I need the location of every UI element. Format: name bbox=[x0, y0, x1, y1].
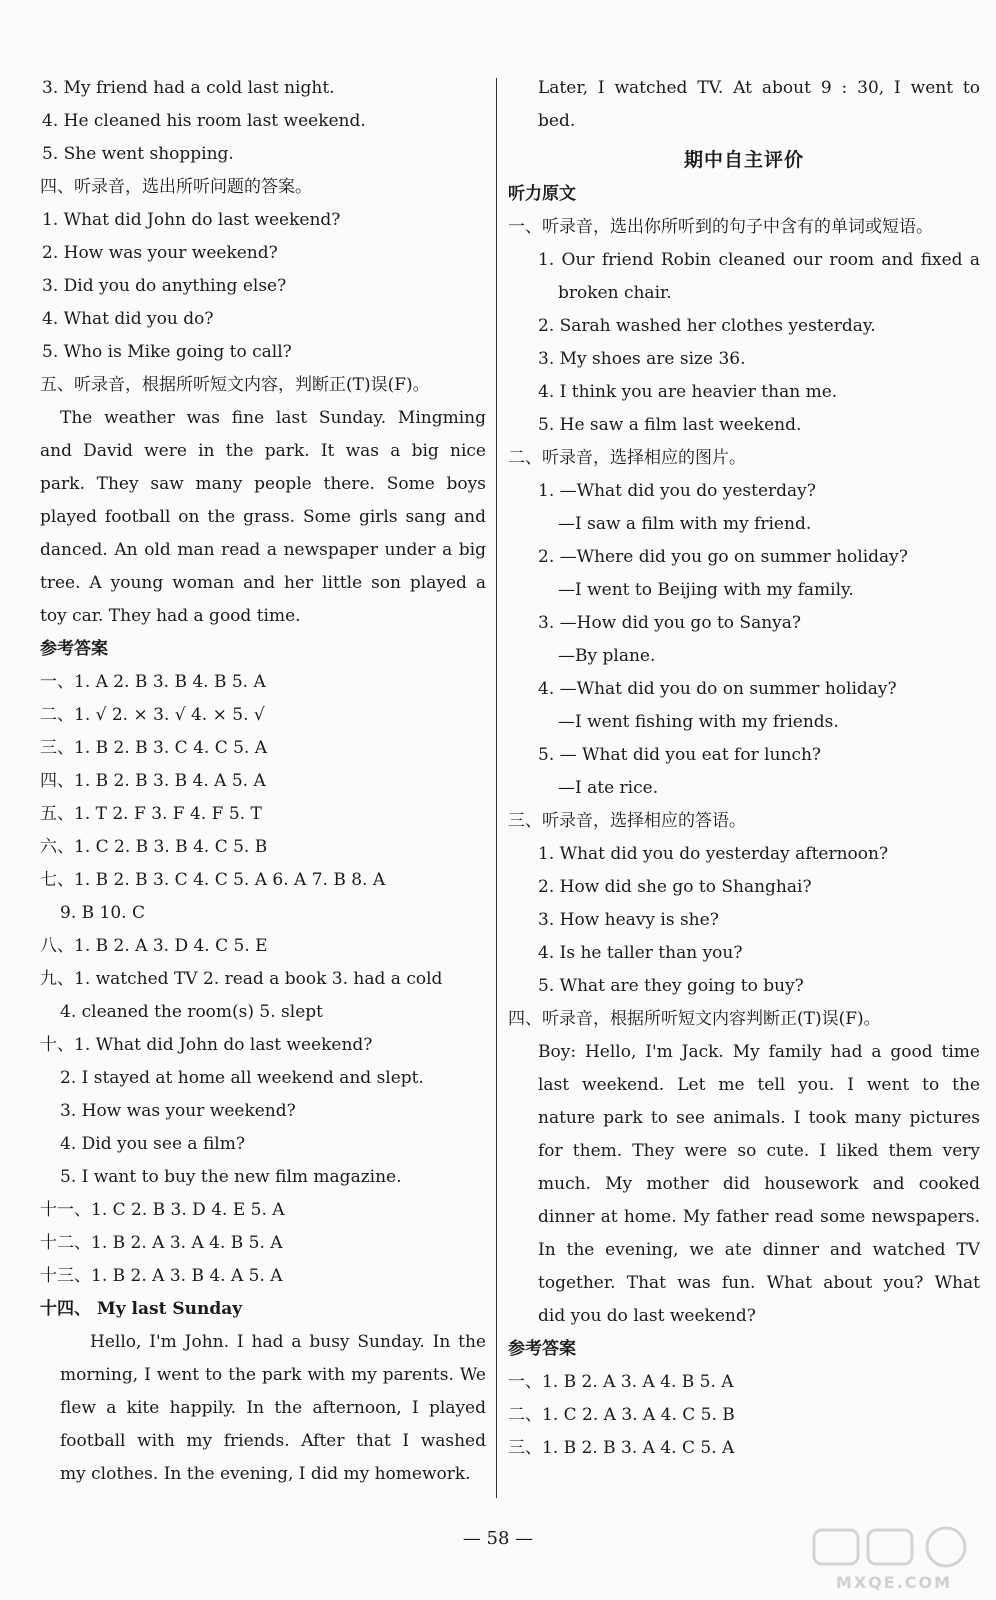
left-text-line: 六、1. C 2. B 3. B 4. C 5. B bbox=[40, 837, 268, 857]
left-text-line: park. They saw many people there. Some boys bbox=[40, 474, 486, 494]
right-text-line: Boy: Hello, I'm Jack. My family had a good time bbox=[538, 1042, 980, 1062]
right-text-line: 2. Sarah washed her clothes yesterday. bbox=[538, 316, 876, 336]
right-text-line: for them. They were so cute. I liked them very bbox=[538, 1141, 980, 1161]
right-text-line: 听力原文 bbox=[508, 184, 576, 204]
right-text-line: 参考答案 bbox=[508, 1339, 576, 1359]
right-text-line: 3. —How did you go to Sanya? bbox=[538, 613, 802, 633]
right-text-line: 一、听录音，选出你所听到的句子中含有的单词或短语。 bbox=[508, 217, 933, 237]
left-text-line: 9. B 10. C bbox=[60, 903, 145, 923]
left-text-line: 四、听录音，选出所听问题的答案。 bbox=[40, 177, 312, 197]
left-text-line: 4. Did you see a film? bbox=[60, 1134, 245, 1154]
left-text-line: 5. Who is Mike going to call? bbox=[42, 342, 292, 362]
left-text-line: 九、1. watched TV 2. read a book 3. had a cold bbox=[40, 969, 443, 989]
left-text-line: 十二、1. B 2. A 3. A 4. B 5. A bbox=[40, 1233, 283, 1253]
right-text-line: dinner at home. My father read some newspapers. bbox=[538, 1207, 980, 1227]
right-text-line: 5. He saw a film last weekend. bbox=[538, 415, 802, 435]
left-text-line: 5. She went shopping. bbox=[42, 144, 234, 164]
left-text-line: 八、1. B 2. A 3. D 4. C 5. E bbox=[40, 936, 268, 956]
column-divider bbox=[496, 78, 497, 1498]
right-text-line: broken chair. bbox=[558, 283, 672, 303]
right-text-line: 三、1. B 2. B 3. A 4. C 5. A bbox=[508, 1438, 735, 1458]
right-text-line: 1. Our friend Robin cleaned our room and fixed a bbox=[538, 250, 980, 270]
right-text-line: —I saw a film with my friend. bbox=[558, 514, 812, 534]
left-text-line: played football on the grass. Some girls sang and bbox=[40, 507, 486, 527]
left-text-line: danced. An old man read a newspaper under a big bbox=[40, 540, 486, 560]
right-text-line: much. My mother did housework and cooked bbox=[538, 1174, 980, 1194]
right-text-line: 3. My shoes are size 36. bbox=[538, 349, 746, 369]
right-text-line: together. That was fun. What about you? What bbox=[538, 1273, 980, 1293]
left-text-line: 4. What did you do? bbox=[42, 309, 214, 329]
left-text-line: 3. How was your weekend? bbox=[60, 1101, 296, 1121]
left-text-line: and David were in the park. It was a big nice bbox=[40, 441, 486, 461]
left-text-line: 二、1. √ 2. × 3. √ 4. × 5. √ bbox=[40, 705, 265, 725]
right-text-line: 4. —What did you do on summer holiday? bbox=[538, 679, 897, 699]
left-text-line: toy car. They had a good time. bbox=[40, 606, 301, 626]
right-text-line: 1. —What did you do yesterday? bbox=[538, 481, 816, 501]
right-text-line: did you do last weekend? bbox=[538, 1306, 756, 1326]
left-text-line: The weather was fine last Sunday. Mingming bbox=[60, 408, 486, 428]
right-text-line: 一、1. B 2. A 3. A 4. B 5. A bbox=[508, 1372, 734, 1392]
right-text-line: 5. What are they going to buy? bbox=[538, 976, 804, 996]
left-text-line: 一、1. A 2. B 3. B 4. B 5. A bbox=[40, 672, 266, 692]
right-text-line: —I ate rice. bbox=[558, 778, 659, 798]
left-text-line: Hello, I'm John. I had a busy Sunday. In the bbox=[90, 1332, 486, 1352]
left-text-line: football with my friends. After that I washed bbox=[60, 1431, 486, 1451]
left-text-line: 1. What did John do last weekend? bbox=[42, 210, 341, 230]
left-text-line: 参考答案 bbox=[40, 639, 108, 659]
right-text-line: In the evening, we ate dinner and watched TV bbox=[538, 1240, 980, 1260]
left-text-line: 3. My friend had a cold last night. bbox=[42, 78, 335, 98]
left-text-line: flew a kite happily. In the afternoon, I played bbox=[60, 1398, 486, 1418]
left-text-line: 2. I stayed at home all weekend and slept. bbox=[60, 1068, 424, 1088]
right-text-line: last weekend. Let me tell you. I went to the bbox=[538, 1075, 980, 1095]
right-text-line: —By plane. bbox=[558, 646, 656, 666]
left-text-line: tree. A young woman and her little son played a bbox=[40, 573, 486, 593]
right-text-line: 4. Is he taller than you? bbox=[538, 943, 743, 963]
left-text-line: 2. How was your weekend? bbox=[42, 243, 278, 263]
watermark-logo bbox=[808, 1524, 980, 1594]
right-text-line: 1. What did you do yesterday afternoon? bbox=[538, 844, 889, 864]
left-text-line: 七、1. B 2. B 3. C 4. C 5. A 6. A 7. B 8. A bbox=[40, 870, 386, 890]
right-text-line: 三、听录音，选择相应的答语。 bbox=[508, 811, 746, 831]
left-text-line: 3. Did you do anything else? bbox=[42, 276, 287, 296]
left-text-line: 十三、1. B 2. A 3. B 4. A 5. A bbox=[40, 1266, 283, 1286]
right-text-line: 2. —Where did you go on summer holiday? bbox=[538, 547, 908, 567]
left-text-line: 5. I want to buy the new film magazine. bbox=[60, 1167, 402, 1187]
right-text-line: —I went to Beijing with my family. bbox=[558, 580, 854, 600]
left-text-line: 三、1. B 2. B 3. C 4. C 5. A bbox=[40, 738, 268, 758]
right-text-line: 4. I think you are heavier than me. bbox=[538, 382, 838, 402]
right-text-line: 期中自主评价 bbox=[683, 149, 804, 171]
right-text-line: nature park to see animals. I took many pictures bbox=[538, 1108, 980, 1128]
right-text-line: —I went fishing with my friends. bbox=[558, 712, 839, 732]
right-text-line: 二、听录音，选择相应的图片。 bbox=[508, 448, 746, 468]
left-text-line: 四、1. B 2. B 3. B 4. A 5. A bbox=[40, 771, 266, 791]
left-text-line: 五、1. T 2. F 3. F 4. F 5. T bbox=[40, 804, 262, 824]
right-text-line: 四、听录音，根据所听短文内容判断正(T)误(F)。 bbox=[508, 1009, 881, 1029]
left-text-line: 五、听录音，根据所听短文内容，判断正(T)误(F)。 bbox=[40, 375, 430, 395]
left-text-line: 十一、1. C 2. B 3. D 4. E 5. A bbox=[40, 1200, 285, 1220]
right-text-line: 3. How heavy is she? bbox=[538, 910, 719, 930]
left-column bbox=[40, 72, 486, 1491]
right-text-line: 二、1. C 2. A 3. A 4. C 5. B bbox=[508, 1405, 735, 1425]
page-number: — 58 — bbox=[462, 1528, 534, 1549]
right-text-line: Later, I watched TV. At about 9 : 30, I went to bbox=[538, 78, 980, 98]
svg-text:MXQE.COM: MXQE.COM bbox=[835, 1573, 953, 1592]
left-text-line: 4. He cleaned his room last weekend. bbox=[42, 111, 366, 131]
right-text-line: 5. — What did you eat for lunch? bbox=[538, 745, 822, 765]
left-text-line: my clothes. In the evening, I did my homework. bbox=[60, 1464, 471, 1484]
left-text-line: 十四、 My last Sunday bbox=[40, 1299, 243, 1319]
right-column bbox=[508, 72, 980, 1465]
right-text-line: bed. bbox=[538, 111, 576, 131]
left-text-line: morning, I went to the park with my parents. We bbox=[60, 1365, 486, 1385]
right-text-line: 2. How did she go to Shanghai? bbox=[538, 877, 812, 897]
left-text-line: 4. cleaned the room(s) 5. slept bbox=[60, 1002, 323, 1022]
left-text-line: 十、1. What did John do last weekend? bbox=[40, 1035, 373, 1055]
